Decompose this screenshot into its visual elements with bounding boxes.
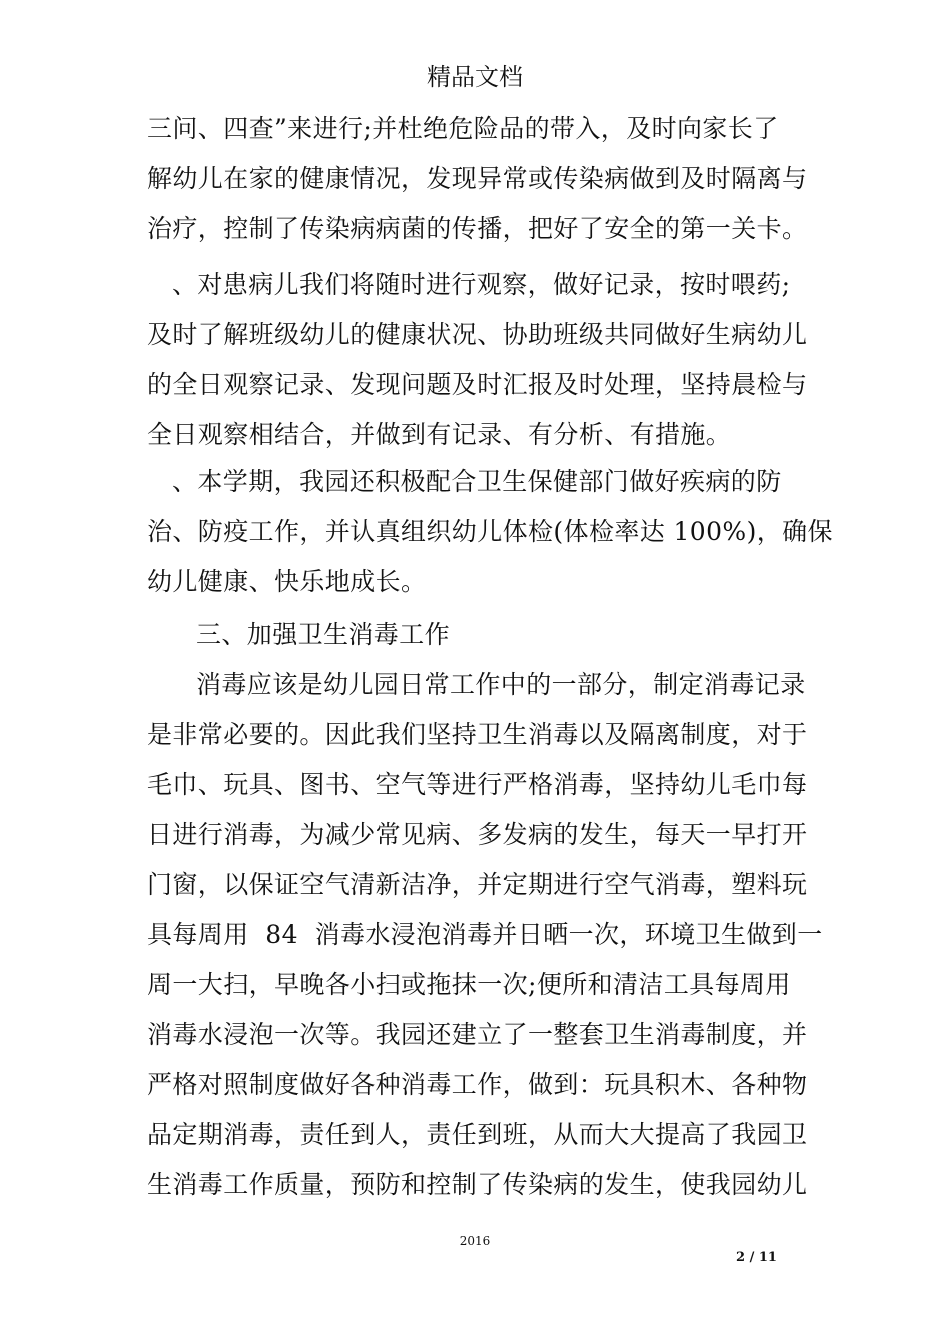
text-line: 、对患病儿我们将随时进行观察，做好记录，按时喂药; [172, 270, 791, 299]
text-line: 的全日观察记录、发现问题及时汇报及时处理，坚持晨检与 [147, 370, 808, 399]
text-line: 幼儿健康、快乐地成长。 [147, 567, 427, 596]
page-number: 2 / 11 [736, 1250, 777, 1265]
text-line: 毛巾、玩具、图书、空气等进行严格消毒，坚持幼儿毛巾每 [147, 770, 808, 799]
text-line: 门窗，以保证空气清新洁净，并定期进行空气消毒，塑料玩 [147, 870, 808, 899]
text-line: 具每周用 84 消毒水浸泡消毒并日晒一次，环境卫生做到一 [147, 920, 823, 949]
text-line: 治、防疫工作，并认真组织幼儿体检(体检率达 100%)，确保 [147, 517, 833, 546]
text-line: 严格对照制度做好各种消毒工作，做到：玩具积木、各种物 [147, 1070, 808, 1099]
text-line: 是非常必要的。因此我们坚持卫生消毒以及隔离制度，对于 [147, 720, 808, 749]
text-line: 全日观察相结合，并做到有记录、有分析、有措施。 [147, 420, 732, 449]
text-line: 消毒水浸泡一次等。我园还建立了一整套卫生消毒制度，并 [147, 1020, 808, 1049]
section-heading: 三、加强卫生消毒工作 [196, 620, 451, 649]
footer-year: 2016 [459, 1234, 491, 1248]
text-line: 及时了解班级幼儿的健康状况、协助班级共同做好生病幼儿 [147, 320, 808, 349]
text-line: 消毒应该是幼儿园日常工作中的一部分，制定消毒记录 [196, 670, 806, 699]
text-line: 治疗，控制了传染病病菌的传播，把好了安全的第一关卡。 [147, 214, 808, 243]
text-line: 生消毒工作质量，预防和控制了传染病的发生，使我园幼儿 [147, 1170, 808, 1199]
text-line: 品定期消毒，责任到人，责任到班，从而大大提高了我园卫 [147, 1120, 808, 1149]
text-line: 三问、四查”来进行;并杜绝危险品的带入，及时向家长了 [147, 114, 779, 143]
page-header: 精品文档 [427, 63, 523, 91]
text-line: 、本学期，我园还积极配合卫生保健部门做好疾病的防 [172, 467, 782, 496]
text-line: 周一大扫，早晚各小扫或拖抹一次;便所和清洁工具每周用 [147, 970, 791, 999]
text-line: 解幼儿在家的健康情况，发现异常或传染病做到及时隔离与 [147, 164, 808, 193]
text-line: 日进行消毒，为减少常见病、多发病的发生，每天一早打开 [147, 820, 808, 849]
